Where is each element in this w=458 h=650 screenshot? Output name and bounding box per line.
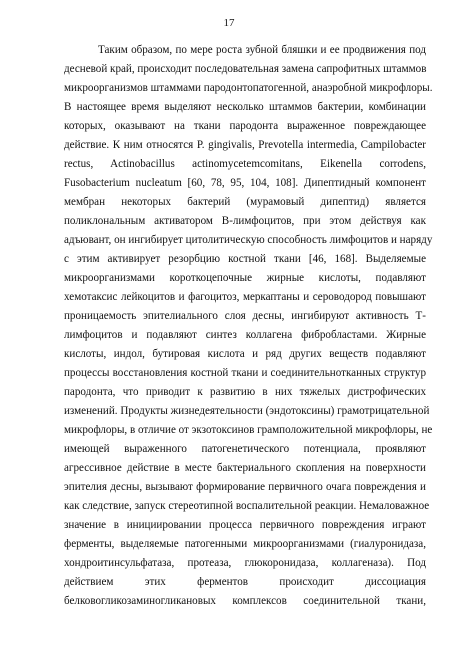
text-line: которых, оказывают на ткани пародонта выраженное повреждающее [64,120,426,132]
text-line: мембран некоторых бактерий (мурамовый дипептид) является [64,196,426,208]
text-line: проницаемость эпителиального слоя десны, ингибируют активность Т- [64,310,426,322]
text-line: В настоящее время выделяют несколько штаммов бактерии, комбинации [64,101,426,113]
page-number: 17 [223,17,235,29]
text-line: пародонта, что приводит к развитию в них тяжелых дистрофических [64,386,426,398]
text-line: лимфоцитов и подавляют синтез коллагена фибробластами. Жирные [64,329,426,341]
text-line: действием этих ферментов происходит диссоциация [64,576,426,588]
text-line: хемотаксис лейкоцитов и фагоцитоз, меркаптаны и сероводород повышают [64,291,426,303]
text-line: значение в инициировании процесса первичного повреждения играют [64,519,426,531]
text-line: десневой край, происходит последовательная замена сапрофитных штаммов [64,63,427,75]
text-line: кислоты, индол, бутировая кислота и ряд других веществ подавляют [64,348,426,360]
text-line: rectus, Actinobacillus actinomycetemcomitans, Eikenella corrodens, [64,158,426,170]
text-line: имеющей выраженного патогенетического потенциала, проявляют [64,443,426,455]
text-line: с этим активирует резорбцию костной ткани [46, 168]. Выделяемые [64,253,426,265]
text-line: действие. К ним относятся P. gingivalis, Prevotella intermedia, Campilobacter [64,139,426,151]
text-line: хондроитинсульфатаза, протеаза, глюкоронидаза, коллагеназа). Под [64,557,426,569]
text-line: Fusobacterium nucleatum [60, 78, 95, 104, 108]. Дипептидный компонент [64,177,426,189]
text-line: Таким образом, по мере роста зубной бляшки и ее продвижения под [98,44,426,56]
text-line: белковогликозаминогликановых комплексов соединительной ткани, [64,595,426,607]
text-line: адъювант, он ингибирует цитолитическую способность лимфоцитов и наряду [64,234,433,246]
text-line: ферменты, выделяемые патогенными микроорганизмами (гиалуронидаза, [64,538,426,550]
text-line: процессы восстановления костной ткани и соединительнотканных структур [64,367,426,379]
text-line: микроорганизмов штаммами пародонтопатогенной, анаэробной микрофлоры. [64,82,433,94]
text-line: эпителия десны, вызывают формирование первичного очага повреждения и [64,481,426,493]
text-line: изменений. Продукты жизнедеятельности (эндотоксины) грамотрицательной [64,405,430,417]
text-line: агрессивное действие в месте бактериального скопления на поверхности [64,462,426,474]
text-line: поликлональным активатором В-лимфоцитов, при этом действуя как [64,215,426,227]
text-line: микрофлоры, в отличие от экзотоксинов грамположительной микрофлоры, не [64,424,433,436]
text-line: микроорганизмами короткоцепочные жирные кислоты, подавляют [64,272,426,284]
text-line: как следствие, запуск стереотипной воспалительной реакции. Немаловажное [64,500,430,512]
